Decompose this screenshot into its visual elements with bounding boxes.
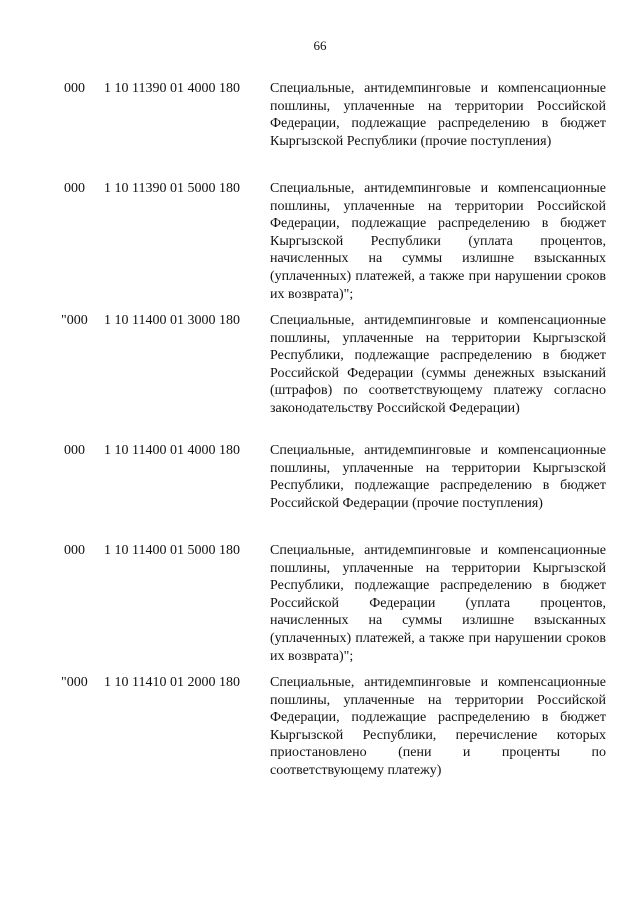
list-item	[0, 180, 640, 312]
budget-classification-code: 1 10 11400 01 5000 180	[104, 543, 240, 558]
admin-code: 000	[64, 443, 85, 458]
budget-classification-code: 1 10 11400 01 3000 180	[104, 313, 240, 328]
budget-classification-code: 1 10 11400 01 4000 180	[104, 443, 240, 458]
admin-code: 000	[64, 543, 85, 558]
list-item	[0, 674, 640, 794]
entry-description: Специальные, антидемпинговые и компенсационные пошлины, уплаченные на территории Российской Федерации, подлежащие распределению в бюджет Кыргызской Республики (прочие поступления)	[270, 81, 606, 149]
list-item	[0, 542, 640, 674]
admin-code: "000	[61, 675, 88, 690]
entry-description: Специальные, антидемпинговые и компенсационные пошлины, уплаченные на территории Российской Федерации, подлежащие распределению в бюджет Кыргызской Республики (уплата процентов, начисленных на суммы излишне взысканных (уплаченных) платежей, а также при нарушении сроков их возврата)";	[270, 181, 606, 302]
budget-classification-code: 1 10 11390 01 5000 180	[104, 181, 240, 196]
admin-code: "000	[61, 313, 88, 328]
entry-description: Специальные, антидемпинговые и компенсационные пошлины, уплаченные на территории Российской Федерации, подлежащие распределению в бюджет Кыргызской Республики, перечисление которых приостановлено (пени и проценты по соответствующему платежу)	[270, 675, 606, 778]
budget-classification-code: 1 10 11410 01 2000 180	[104, 675, 240, 690]
budget-code-list	[0, 80, 640, 794]
list-item	[0, 312, 640, 442]
list-item	[0, 80, 640, 180]
budget-classification-code: 1 10 11390 01 4000 180	[104, 81, 240, 96]
entry-description: Специальные, антидемпинговые и компенсационные пошлины, уплаченные на территории Кыргызской Республики, подлежащие распределению в бюджет Российской Федерации (суммы денежных взысканий (штрафов) по соответствующему платежу согласно законодательству Российской Федерации)	[270, 313, 606, 416]
admin-code: 000	[64, 181, 85, 196]
page-number: 66	[313, 38, 327, 53]
entry-description: Специальные, антидемпинговые и компенсационные пошлины, уплаченные на территории Кыргызской Республики, подлежащие распределению в бюджет Российской Федерации (уплата процентов, начисленных на суммы излишне взысканных (уплаченных) платежей, а также при нарушении сроков их возврата)";	[270, 543, 606, 664]
admin-code: 000	[64, 81, 85, 96]
entry-description: Специальные, антидемпинговые и компенсационные пошлины, уплаченные на территории Кыргызской Республики, подлежащие распределению в бюджет Российской Федерации (прочие поступления)	[270, 443, 606, 511]
list-item	[0, 442, 640, 542]
